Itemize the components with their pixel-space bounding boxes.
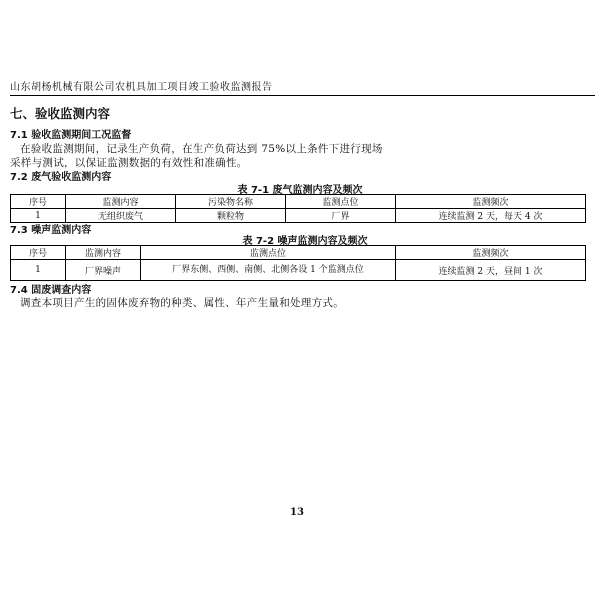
table-7-1-cell: 颗粒物 xyxy=(176,209,286,223)
table-7-1-header-cell: 监测点位 xyxy=(286,195,396,209)
table-7-2 xyxy=(10,245,586,281)
table-7-2-caption: 表 7-2 噪声监测内容及频次 xyxy=(242,236,368,247)
table-7-2-cell: 厂界东侧、西侧、南侧、北侧各设 1 个监测点位 xyxy=(141,260,396,281)
table-7-2-header-cell: 序号 xyxy=(11,246,66,260)
table-7-1-cell: 1 xyxy=(11,209,66,223)
table-7-2-header-cell: 监测频次 xyxy=(396,246,586,260)
table-7-2-header-cell: 监测内容 xyxy=(66,246,141,260)
subsection-7-4-para: 调查本项目产生的固体废弃物的种类、属性、年产生量和处理方式。 xyxy=(20,297,344,309)
table-7-2-cell: 1 xyxy=(11,260,66,281)
table-7-1-cell: 连续监测 2 天，每天 4 次 xyxy=(396,209,586,223)
table-7-1-cell: 厂界 xyxy=(286,209,396,223)
table-7-2-header-row xyxy=(11,246,586,260)
subsection-7-1-para-line2: 采样与测试，以保证监测数据的有效性和准确性。 xyxy=(10,157,248,169)
subsection-7-4-title: 7.4 固废调查内容 xyxy=(10,285,92,296)
section-title: 七、验收监测内容 xyxy=(10,106,111,121)
subsection-7-3-title: 7.3 噪声监测内容 xyxy=(10,225,92,236)
table-row xyxy=(11,209,586,223)
table-7-1-caption: 表 7-1 废气监测内容及频次 xyxy=(237,185,363,196)
table-row xyxy=(11,260,586,281)
table-7-1-cell: 无组织废气 xyxy=(66,209,176,223)
table-7-1-header-cell: 序号 xyxy=(11,195,66,209)
subsection-7-1-para-line1: 在验收监测期间，记录生产负荷，在生产负荷达到 75%以上条件下进行现场 xyxy=(20,143,383,155)
table-7-2-header-cell: 监测点位 xyxy=(141,246,396,260)
report-header: 山东胡杨机械有限公司农机具加工项目竣工验收监测报告 xyxy=(10,82,595,96)
table-7-2-cell: 厂界噪声 xyxy=(66,260,141,281)
table-7-2-cell: 连续监测 2 天，昼间 1 次 xyxy=(396,260,586,281)
table-7-1-header-cell: 监测频次 xyxy=(396,195,586,209)
table-7-1 xyxy=(10,194,586,223)
table-7-1-header-row xyxy=(11,195,586,209)
table-7-1-header-cell: 污染物名称 xyxy=(176,195,286,209)
subsection-7-2-title: 7.2 废气验收监测内容 xyxy=(10,172,112,183)
page-number: 13 xyxy=(290,507,304,518)
subsection-7-1-title: 7.1 验收监测期间工况监督 xyxy=(10,130,132,141)
table-7-1-header-cell: 监测内容 xyxy=(66,195,176,209)
